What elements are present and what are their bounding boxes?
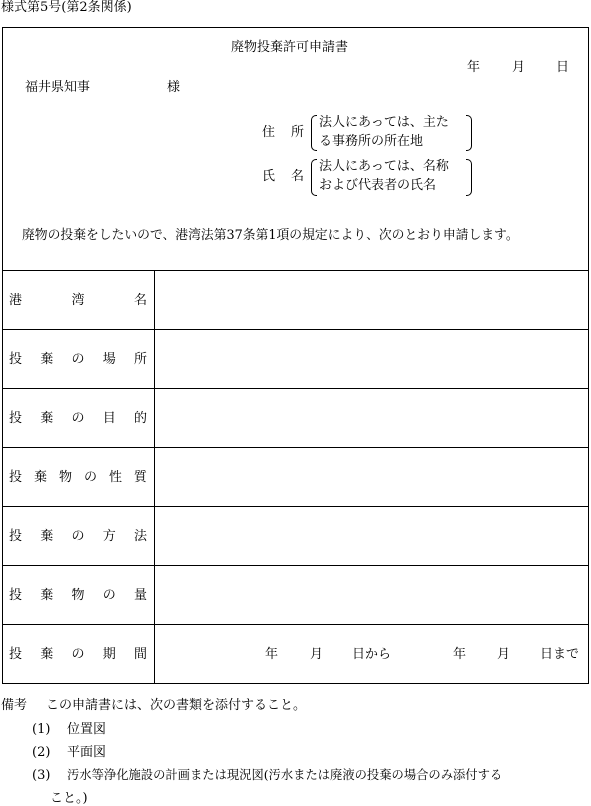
label-char: 投: [9, 588, 23, 603]
period-to-year: 年: [453, 647, 467, 662]
remarks-item-number: (1): [32, 722, 51, 737]
name-note-line-1: 法人にあっては、名称: [319, 159, 449, 174]
address-label-2: 所: [291, 125, 305, 140]
label-char: の: [71, 647, 85, 662]
row-label-dump-purpose: [9, 412, 147, 425]
form-title: 廃物投棄許可申請書: [231, 40, 349, 55]
period-from-day: 日から: [352, 647, 392, 662]
label-char: 投: [9, 647, 23, 662]
label-char: 期: [102, 647, 116, 662]
row-label-material-amount: [9, 589, 147, 602]
label-char: 場: [102, 352, 116, 367]
label-char: 棄: [40, 529, 54, 544]
row-divider: [2, 565, 589, 566]
column-divider: [154, 270, 155, 684]
label-char: 的: [133, 411, 147, 426]
name-bracket-left: [311, 159, 317, 196]
period-to-month: 月: [497, 647, 511, 662]
label-char: 方: [102, 529, 116, 544]
remarks-item-number: (3): [32, 768, 51, 783]
remarks-text: この申請書には、次の書類を添付すること。: [46, 698, 307, 713]
row-label-port-name: [9, 294, 147, 307]
remarks-item-text: 位置図: [67, 722, 107, 737]
label-char: 投: [9, 529, 23, 544]
label-char: 間: [133, 647, 147, 662]
label-char: の: [102, 588, 116, 603]
label-char: 港: [9, 293, 23, 308]
row-divider: [2, 506, 589, 507]
label-char: 棄: [40, 647, 54, 662]
label-char: 投: [9, 352, 23, 367]
remarks-heading: 備考: [1, 698, 28, 713]
period-from-month: 月: [310, 647, 324, 662]
label-char: の: [83, 470, 97, 485]
name-label-2: 名: [291, 169, 305, 184]
remarks-item-text: 平面図: [67, 745, 107, 760]
label-char: 物: [58, 470, 72, 485]
row-divider: [2, 329, 589, 330]
label-char: 物: [71, 588, 85, 603]
label-char: 棄: [40, 352, 54, 367]
label-char: 量: [133, 588, 147, 603]
row-label-dump-location: [9, 353, 147, 366]
address-label-1: 住: [262, 125, 276, 140]
label-char: 棄: [40, 588, 54, 603]
label-char: の: [71, 529, 85, 544]
row-label-dump-period: [9, 648, 147, 661]
label-char: の: [71, 352, 85, 367]
date-day: 日: [556, 60, 570, 75]
label-char: 棄: [40, 411, 54, 426]
table-top-line: [2, 270, 589, 271]
remarks-item-number: (2): [32, 745, 51, 760]
address-bracket-left: [311, 115, 317, 151]
label-char: 投: [9, 470, 23, 485]
date-month: 月: [512, 60, 526, 75]
label-char: 法: [133, 529, 147, 544]
label-char: 目: [102, 411, 116, 426]
row-label-material-nature: [9, 471, 147, 484]
application-statement: 廃物の投棄をしたいので、港湾法第37条第1項の規定により、次のとおり申請します。: [22, 228, 519, 243]
name-bracket-right: [466, 159, 472, 196]
honorific: 様: [167, 80, 181, 95]
address-note-line-2: る事務所の所在地: [319, 134, 424, 149]
row-divider: [2, 624, 589, 625]
label-char: の: [71, 411, 85, 426]
row-divider: [2, 388, 589, 389]
label-char: 所: [133, 352, 147, 367]
name-label-1: 氏: [262, 169, 276, 184]
label-char: 棄: [33, 470, 47, 485]
period-from-year: 年: [265, 647, 279, 662]
address-note-line-1: 法人にあっては、主た: [319, 115, 449, 130]
form-number: 様式第5号(第2条関係): [1, 0, 132, 15]
label-char: 投: [9, 411, 23, 426]
row-label-dump-method: [9, 530, 147, 543]
name-note-line-2: および代表者の氏名: [319, 178, 437, 193]
remarks-item-text: 汚水等浄化施設の計画または現況図(汚水または廃液の投棄の場合のみ添付する: [67, 768, 503, 782]
row-divider: [2, 447, 589, 448]
label-char: 質: [133, 470, 147, 485]
label-char: 性: [108, 470, 122, 485]
label-char: 名: [133, 293, 147, 308]
remarks-continuation: こと。): [50, 791, 88, 806]
period-to-day: 日まで: [540, 647, 580, 662]
addressee: 福井県知事: [25, 80, 91, 95]
address-bracket-right: [466, 115, 472, 151]
date-year: 年: [467, 60, 481, 75]
label-char: 湾: [71, 293, 85, 308]
